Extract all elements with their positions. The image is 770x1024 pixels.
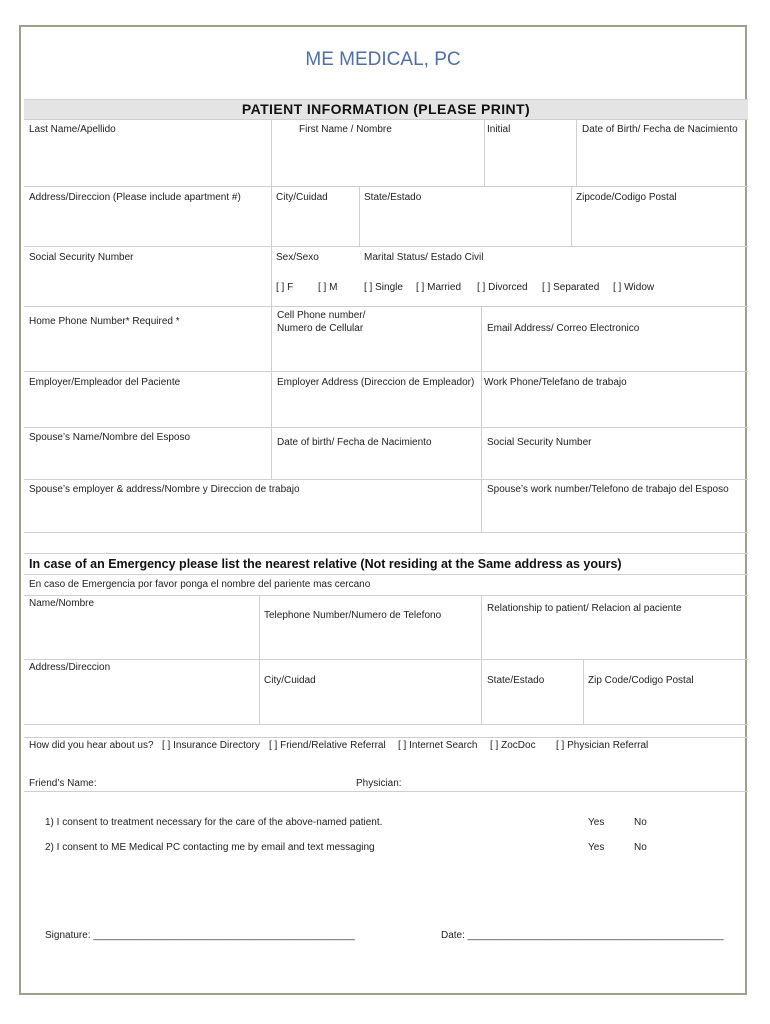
sex-label: Sex/Sexo: [276, 252, 319, 263]
employer-address-label: Employer Address (Direccion de Empleador): [277, 377, 475, 388]
spouse-ssn-label: Social Security Number: [487, 437, 592, 448]
address-label: Address/Direccion (Please include apartment #): [29, 192, 241, 203]
consent-item-1: 1) I consent to treatment necessary for the care of the above-named patient.: [45, 817, 383, 828]
email-label: Email Address/ Correo Electronico: [487, 323, 640, 334]
consent-item-2: 2) I consent to ME Medical PC contacting me by email and text messaging: [45, 842, 375, 853]
cell-phone-label-line2: Numero de Cellular: [277, 323, 364, 334]
cell-phone-label-line1: Cell Phone number/: [277, 310, 366, 321]
emergency-subheading: En caso de Emergencia por favor ponga el nombre del pariente mas cercano: [29, 579, 371, 590]
referral-insurance-checkbox[interactable]: [ ] Insurance Directory: [162, 740, 260, 751]
referral-zocdoc-checkbox[interactable]: [ ] ZocDoc: [490, 740, 536, 751]
date-line[interactable]: Date: ______________________________________________: [441, 930, 724, 941]
ssn-label: Social Security Number: [29, 252, 134, 263]
consent-1-yes[interactable]: Yes: [588, 817, 605, 828]
last-name-label: Last Name/Apellido: [29, 124, 116, 135]
work-phone-label: Work Phone/Telefano de trabajo: [484, 377, 627, 388]
employer-label: Employer/Empleador del Paciente: [29, 377, 181, 388]
emergency-name-label: Name/Nombre: [29, 598, 95, 609]
marital-separated-checkbox[interactable]: [ ] Separated: [542, 282, 600, 293]
signature-line[interactable]: Signature: _______________________________________________: [45, 930, 355, 941]
section-bar: [24, 100, 748, 119]
emergency-city-label: City/Cuidad: [264, 675, 316, 686]
marital-married-checkbox[interactable]: [ ] Married: [416, 282, 462, 293]
emergency-address-label: Address/Direccion: [29, 662, 111, 673]
spouse-dob-label: Date of birth/ Fecha de Nacimiento: [277, 437, 432, 448]
physician-label: Physician:: [356, 778, 402, 789]
referral-question: How did you hear about us?: [29, 740, 154, 751]
city-label: City/Cuidad: [276, 192, 328, 203]
home-phone-label: Home Phone Number* Required *: [29, 316, 180, 327]
emergency-heading: In case of an Emergency please list the nearest relative (Not residing at the Same address as yours): [29, 557, 622, 571]
emergency-zip-label: Zip Code/Codigo Postal: [588, 675, 694, 686]
zip-label: Zipcode/Codigo Postal: [576, 192, 677, 203]
form-page: [19, 25, 747, 995]
referral-internet-checkbox[interactable]: [ ] Internet Search: [398, 740, 478, 751]
initial-label: Initial: [487, 124, 511, 135]
marital-widow-checkbox[interactable]: [ ] Widow: [613, 282, 655, 293]
referral-friend-checkbox[interactable]: [ ] Friend/Relative Referral: [269, 740, 386, 751]
marital-single-checkbox[interactable]: [ ] Single: [364, 282, 403, 293]
dob-label: Date of Birth/ Fecha de Nacimiento: [582, 124, 738, 135]
sex-f-checkbox[interactable]: [ ] F: [276, 282, 294, 293]
state-label: State/Estado: [364, 192, 422, 203]
friends-name-label: Friend’s Name:: [29, 778, 97, 789]
spouse-employer-label: Spouse’s employer & address/Nombre y Direccion de trabajo: [29, 484, 300, 495]
clinic-name: ME MEDICAL, PC: [305, 49, 461, 70]
section-title: PATIENT INFORMATION (PLEASE PRINT): [241, 101, 531, 117]
spouse-name-label: Spouse’s Name/Nombre del Esposo: [29, 432, 191, 443]
consent-2-yes[interactable]: Yes: [588, 842, 605, 853]
emergency-phone-label: Telephone Number/Numero de Telefono: [264, 610, 442, 621]
spouse-work-label: Spouse’s work number/Telefono de trabajo del Esposo: [487, 484, 729, 495]
emergency-relationship-label: Relationship to patient/ Relacion al paciente: [487, 603, 682, 614]
consent-2-no[interactable]: No: [634, 842, 647, 853]
marital-label: Marital Status/ Estado Civil: [364, 252, 484, 263]
first-name-label: First Name / Nombre: [299, 124, 392, 135]
emergency-state-label: State/Estado: [487, 675, 545, 686]
consent-1-no[interactable]: No: [634, 817, 647, 828]
referral-physician-checkbox[interactable]: [ ] Physician Referral: [556, 740, 649, 751]
sex-m-checkbox[interactable]: [ ] M: [318, 282, 338, 293]
marital-divorced-checkbox[interactable]: [ ] Divorced: [477, 282, 528, 293]
